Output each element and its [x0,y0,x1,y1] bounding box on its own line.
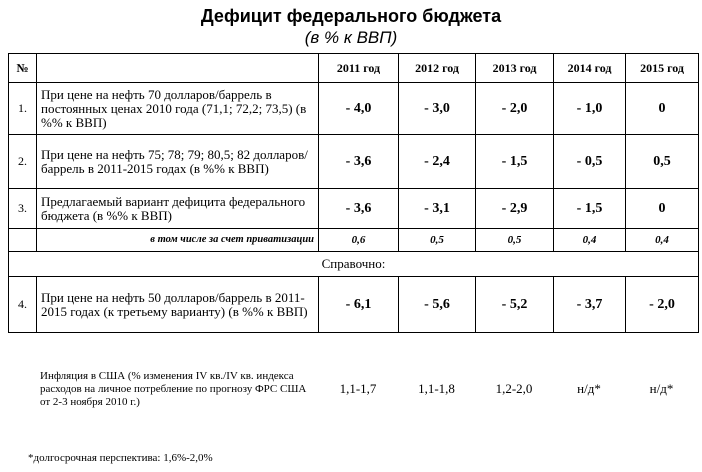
header-cell [37,54,319,83]
row-number: 3. [9,189,37,229]
value-cell: - 2,0 [476,83,554,135]
value-cell: - 2,0 [626,277,699,333]
value-cell: 1,1-1,7 [339,381,377,396]
table-row [9,189,699,229]
value-cell: - 3,1 [399,189,476,229]
privatization-label [37,229,319,252]
value-cell: - 2,4 [399,135,476,189]
privatization-label-prefix: в том числе за счет [150,234,247,245]
reference-label: Справочно: [9,252,699,277]
value-cell: 0,5 [626,135,699,189]
value-cell: - 6,1 [319,277,399,333]
value-cell: - 3,0 [399,83,476,135]
value-cell: 1,2-2,0 [495,381,533,396]
footnote: *долгосрочная перспектива: 1,6%-2,0% [28,452,213,464]
value-cell: - 5,2 [476,277,554,333]
row-description: Предлагаемый вариант дефицита федерального бюджета (в %% к ВВП) [37,189,319,229]
value-cell: - 1,0 [554,83,626,135]
value-cell: 0,5 [399,229,476,252]
value-cell: - 5,6 [399,277,476,333]
page-subtitle: (в % к ВВП) [304,28,398,47]
row-description: При цене на нефть 70 долларов/баррель в постоянных ценах 2010 года (71,1; 72,2; 73,5) (в %% к ВВП) [37,83,319,135]
inflation-table [8,364,698,414]
header-cell: 2014 год [554,54,626,83]
row-description: При цене на нефть 75; 78; 79; 80,5; 82 долларов/баррель в 2011-2015 годах (в %% к ВВП) [37,135,319,189]
table-header-row [9,54,699,83]
header-cell: 2013 год [476,54,554,83]
value-cell: - 4,0 [319,83,399,135]
row-number: 4. [9,277,37,333]
budget-deficit-table [8,53,699,333]
row-number: 1. [9,83,37,135]
value-cell: - 1,5 [554,189,626,229]
value-cell: - 3,6 [319,189,399,229]
table-row [9,83,699,135]
table-row [9,135,699,189]
header-cell: 2011 год [319,54,399,83]
row-number: 2. [9,135,37,189]
table-row [9,277,699,333]
value-cell: 0,4 [554,229,626,252]
reference-row [9,252,699,277]
header-cell: № [9,54,37,83]
page-title: Дефицит федерального бюджета [200,6,502,26]
inflation-description: Инфляция в США (% изменения IV кв./IV кв. индекса расходов на личное потребление по прогнозу ФРС США от 2-3 ноября 2010 г.) [40,369,307,408]
value-cell: 0,6 [319,229,399,252]
privatization-label-emphasis: приватизации [246,234,314,245]
value-cell: 1,1-1,8 [418,381,455,396]
value-cell: - 0,5 [554,135,626,189]
value-cell: 0 [626,83,699,135]
header-cell: 2015 год [626,54,699,83]
value-cell: - 1,5 [476,135,554,189]
value-cell: 0,5 [476,229,554,252]
empty-cell [9,229,37,252]
value-cell: н/д* [577,381,601,396]
value-cell: - 3,7 [554,277,626,333]
value-cell: н/д* [649,381,674,396]
privatization-row [9,229,699,252]
value-cell: 0,4 [626,229,699,252]
row-description: При цене на нефть 50 долларов/баррель в 2011-2015 годах (к третьему варианту) (в %% к ВВП) [37,277,319,333]
value-cell: 0 [626,189,699,229]
inflation-row [8,364,698,414]
empty-cell [8,364,36,414]
header-cell: 2012 год [399,54,476,83]
value-cell: - 2,9 [476,189,554,229]
value-cell: - 3,6 [319,135,399,189]
